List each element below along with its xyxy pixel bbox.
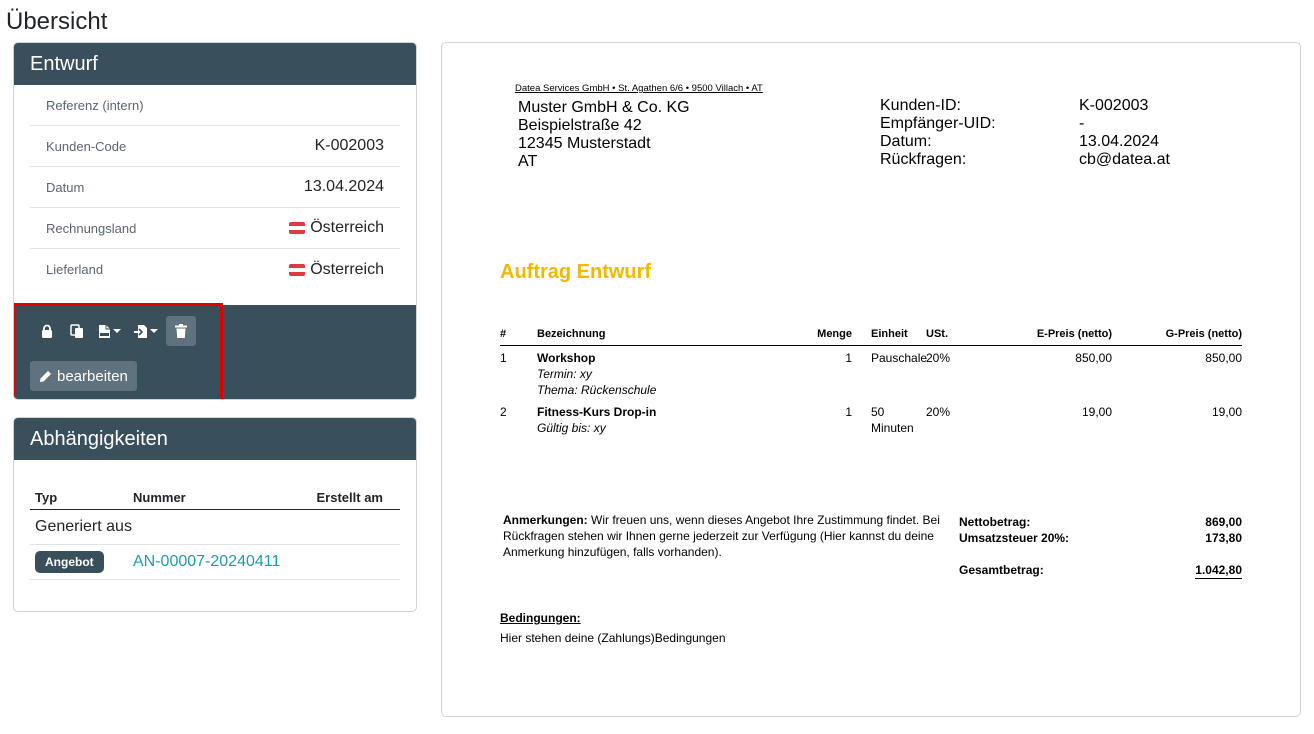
column-header-type: Typ <box>30 482 128 510</box>
page-title: Übersicht <box>6 8 108 35</box>
meta-value: 13.04.2024 <box>1079 133 1160 150</box>
item-detail: Gültig bis: xy <box>537 421 606 435</box>
flag-austria-icon <box>289 264 305 276</box>
col-qty: Menge <box>817 328 852 340</box>
col-num: # <box>500 328 507 340</box>
item-qty: 1 <box>845 405 852 419</box>
billing-country-text: Österreich <box>310 219 384 236</box>
toolbar-buttons <box>34 317 196 346</box>
pencil-icon <box>39 370 52 383</box>
lock-icon <box>40 324 54 338</box>
document-number-link[interactable]: AN-00007-20240411 <box>133 553 281 570</box>
notes-text: Wir freuen uns, wenn dieses Angebot Ihre Zustimmung findet. Bei Rückfragen stehen wir Ihnen gerne jederzeit zur Verfügung (Hier kannst du deine Anmerkung hinzufügen, falls vorhanden). <box>503 513 940 559</box>
document-title: Auftrag Entwurf <box>500 261 652 283</box>
item-vat: 20% <box>926 351 951 365</box>
pdf-file-icon <box>98 324 111 339</box>
meta-values <box>1079 97 1170 169</box>
dependencies-header-row <box>30 482 400 510</box>
delete-button[interactable] <box>166 316 196 346</box>
terms-heading: Bedingungen: <box>500 611 581 625</box>
row-delivery-country <box>30 249 400 290</box>
row-date <box>30 167 400 208</box>
vat-label: Umsatzsteuer 20%: <box>959 531 1070 545</box>
item-description <box>537 350 807 398</box>
action-toolbar <box>14 305 416 400</box>
billing-country-label: Rechnungsland <box>46 220 137 236</box>
dependencies-card <box>13 417 417 612</box>
document-preview <box>441 42 1301 717</box>
line-items-table <box>500 328 1242 436</box>
address-line: Beispielstraße 42 <box>518 117 642 134</box>
notes-label: Anmerkungen: <box>503 513 588 527</box>
meta-label: Empfänger-UID: <box>880 115 996 132</box>
col-total-price: G-Preis (netto) <box>1165 328 1242 340</box>
item-total-price: 850,00 <box>1205 351 1242 365</box>
chevron-down-icon <box>150 329 158 333</box>
meta-label: Kunden-ID: <box>880 97 961 114</box>
date-value: 13.04.2024 <box>303 178 384 195</box>
row-billing-country <box>30 208 400 249</box>
grand-total-row <box>959 562 1242 579</box>
table-row <box>500 398 1242 436</box>
item-name: Workshop <box>537 351 596 365</box>
draft-card-header: Entwurf <box>14 43 416 85</box>
col-vat: USt. <box>926 328 948 340</box>
col-desc: Bezeichnung <box>537 328 606 340</box>
customer-code-label: Kunden-Code <box>46 138 127 154</box>
import-icon <box>133 324 148 339</box>
delivery-country-text: Österreich <box>310 260 384 278</box>
table-row <box>30 545 400 580</box>
type-badge: Angebot <box>35 551 104 573</box>
line-items-header <box>500 328 1242 346</box>
dependencies-table <box>30 482 400 580</box>
table-row <box>500 346 1242 398</box>
pdf-dropdown-button[interactable] <box>94 317 125 345</box>
item-unit: 50 Minuten <box>871 405 914 435</box>
created-cell <box>302 545 400 580</box>
meta-label: Rückfragen: <box>880 151 967 168</box>
row-customer-code <box>30 126 400 167</box>
vat-total-row <box>959 530 1242 546</box>
draft-card <box>13 42 417 400</box>
terms-text: Hier stehen deine (Zahlungs)Bedingungen <box>500 631 726 645</box>
group-label: Generiert aus <box>30 510 400 545</box>
edit-button[interactable] <box>30 361 137 391</box>
item-num: 2 <box>500 405 507 419</box>
col-unit-price: E-Preis (netto) <box>1036 328 1112 340</box>
item-total-price: 19,00 <box>1211 405 1242 419</box>
recipient-address <box>518 99 690 171</box>
column-header-created: Erstellt am <box>302 482 400 510</box>
group-row <box>30 510 400 545</box>
net-total-row <box>959 514 1242 530</box>
net-label: Nettobetrag: <box>959 515 1031 529</box>
item-unit: Pauschale <box>871 351 928 365</box>
totals <box>959 514 1242 579</box>
item-unit-price: 850,00 <box>1075 351 1112 365</box>
item-unit-price: 19,00 <box>1081 405 1112 419</box>
notes <box>503 512 943 560</box>
grand-label: Gesamtbetrag: <box>959 563 1044 577</box>
sender-line: Datea Services GmbH • St. Agathen 6/6 • 9500 Villach • AT <box>515 83 763 94</box>
date-label: Datum <box>46 179 85 195</box>
meta-value: cb@datea.at <box>1079 151 1170 168</box>
row-reference <box>30 85 400 126</box>
number-cell <box>128 545 302 580</box>
item-name: Fitness-Kurs Drop-in <box>537 405 657 419</box>
billing-country-value <box>289 219 384 237</box>
col-unit: Einheit <box>871 328 908 340</box>
meta-labels <box>880 97 996 169</box>
customer-code-value: K-002003 <box>314 137 384 154</box>
item-num: 1 <box>500 351 507 365</box>
edit-button-label: bearbeiten <box>57 367 128 385</box>
address-line: AT <box>518 153 538 170</box>
lock-button[interactable] <box>34 317 60 345</box>
address-line: Muster GmbH & Co. KG <box>518 99 690 116</box>
meta-label: Datum: <box>880 133 932 150</box>
type-cell <box>30 545 128 580</box>
import-dropdown-button[interactable] <box>129 317 162 345</box>
address-line: 12345 Musterstadt <box>518 135 651 152</box>
item-vat: 20% <box>926 405 951 419</box>
copy-button[interactable] <box>64 317 90 345</box>
meta-value: - <box>1079 115 1085 132</box>
column-header-number: Nummer <box>128 482 302 510</box>
delivery-country-value <box>289 261 384 279</box>
item-detail: Thema: Rückenschule <box>537 383 657 397</box>
delivery-country-label: Lieferland <box>46 262 104 277</box>
trash-icon <box>175 324 187 338</box>
copy-icon <box>70 324 84 338</box>
net-amount: 869,00 <box>1205 515 1242 529</box>
meta-value: K-002003 <box>1079 97 1149 114</box>
reference-label: Referenz (intern) <box>46 97 144 113</box>
chevron-down-icon <box>113 329 121 333</box>
draft-details-list <box>14 85 416 290</box>
grand-amount: 1.042,80 <box>1195 563 1242 577</box>
flag-austria-icon <box>289 222 305 234</box>
item-description <box>537 404 807 436</box>
dependencies-card-header: Abhängigkeiten <box>14 418 416 460</box>
item-detail: Termin: xy <box>537 367 592 381</box>
dependencies-body <box>14 460 416 580</box>
item-qty: 1 <box>845 351 852 365</box>
vat-amount: 173,80 <box>1205 531 1242 545</box>
